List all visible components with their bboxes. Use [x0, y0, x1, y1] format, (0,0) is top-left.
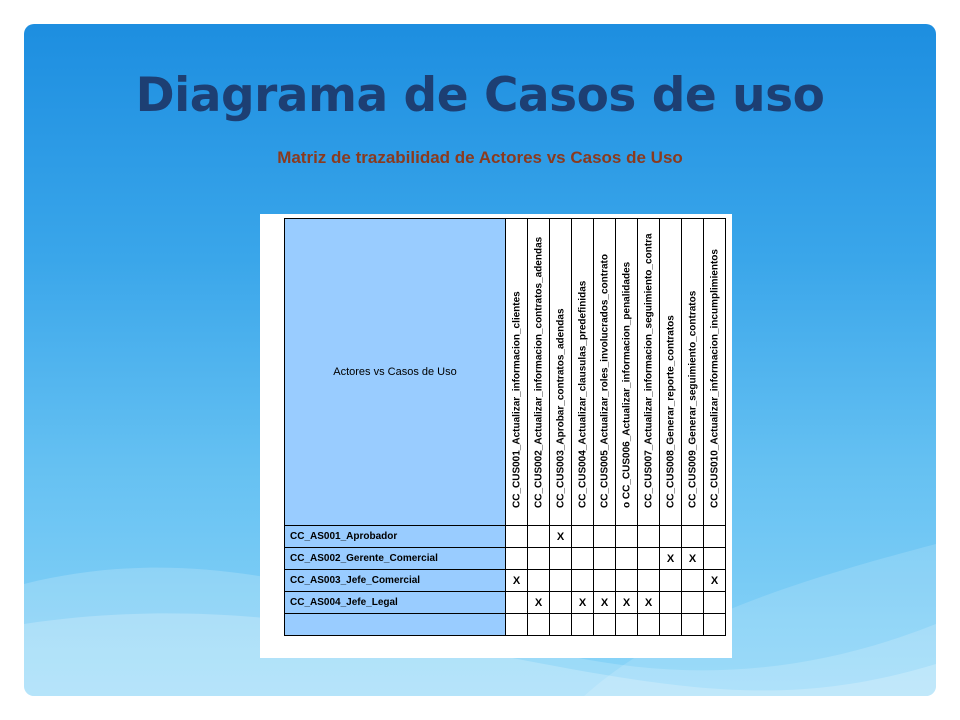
matrix-cell — [528, 614, 550, 636]
matrix-header-row — [285, 219, 726, 526]
actor-label: CC_AS003_Jefe_Comercial — [285, 570, 506, 592]
matrix-cell: X — [682, 548, 704, 570]
matrix-cell — [682, 614, 704, 636]
matrix-row — [285, 526, 726, 548]
matrix-cell — [550, 548, 572, 570]
use-case-header: CC_CUS002_Actualizar_informacion_contratos_adendas — [528, 219, 550, 526]
matrix-cell — [682, 526, 704, 548]
matrix-cell — [528, 548, 550, 570]
matrix-cell — [528, 526, 550, 548]
matrix-row — [285, 548, 726, 570]
matrix-cell — [660, 592, 682, 614]
matrix-corner-label: Actores vs Casos de Uso — [285, 219, 506, 526]
use-case-header: CC_CUS001_Actualizar_informacion_clientes — [506, 219, 528, 526]
matrix-row — [285, 570, 726, 592]
matrix-cell — [594, 526, 616, 548]
slide-title: Diagrama de Casos de uso — [135, 68, 825, 123]
matrix-cell — [572, 570, 594, 592]
matrix-cell — [638, 548, 660, 570]
matrix-cell — [704, 548, 726, 570]
matrix-cell — [550, 570, 572, 592]
use-case-header: CC_CUS007_Actualizar_informacion_seguimiento_contra — [638, 219, 660, 526]
matrix-cell — [616, 614, 638, 636]
matrix-cell: X — [550, 526, 572, 548]
matrix-cell — [616, 526, 638, 548]
matrix-cell — [660, 526, 682, 548]
matrix-cell: X — [572, 592, 594, 614]
use-case-header: CC_CUS004_Actualizar_clausulas_predefinidas — [572, 219, 594, 526]
actor-label: CC_AS002_Gerente_Comercial — [285, 548, 506, 570]
actor-label: CC_AS001_Aprobador — [285, 526, 506, 548]
matrix-cell — [572, 614, 594, 636]
matrix-cell — [594, 614, 616, 636]
matrix-cell — [616, 570, 638, 592]
matrix-cell — [638, 614, 660, 636]
matrix-cell — [506, 592, 528, 614]
matrix-cell: X — [616, 592, 638, 614]
matrix-row — [285, 614, 726, 636]
matrix-cell — [704, 592, 726, 614]
matrix-cell — [660, 570, 682, 592]
use-case-header: o CC_CUS006_Actualizar_informacion_penalidades — [616, 219, 638, 526]
matrix-cell — [550, 614, 572, 636]
matrix-cell — [506, 548, 528, 570]
traceability-matrix — [284, 218, 726, 636]
matrix-cell: X — [704, 570, 726, 592]
matrix-cell — [682, 592, 704, 614]
matrix-cell: X — [528, 592, 550, 614]
matrix-cell — [594, 570, 616, 592]
use-case-header: CC_CUS003_Aprobar_contratos_adendas — [550, 219, 572, 526]
matrix-body — [285, 526, 726, 636]
matrix-cell — [550, 592, 572, 614]
matrix-cell — [638, 570, 660, 592]
use-case-header: CC_CUS009_Generar_seguimiento_contratos — [682, 219, 704, 526]
traceability-matrix-image — [260, 214, 732, 658]
use-case-header: CC_CUS010_Actualizar_informacion_incumplimientos — [704, 219, 726, 526]
matrix-cell — [616, 548, 638, 570]
matrix-cell — [506, 526, 528, 548]
actor-label: CC_AS004_Jefe_Legal — [285, 592, 506, 614]
slide — [24, 24, 936, 696]
matrix-cell — [704, 526, 726, 548]
use-case-header: CC_CUS005_Actualizar_roles_involucrados_contrato — [594, 219, 616, 526]
matrix-cell — [660, 614, 682, 636]
matrix-cell — [572, 548, 594, 570]
matrix-cell: X — [660, 548, 682, 570]
matrix-cell — [704, 614, 726, 636]
matrix-cell — [572, 526, 594, 548]
matrix-cell: X — [594, 592, 616, 614]
matrix-cell — [682, 570, 704, 592]
matrix-cell: X — [638, 592, 660, 614]
matrix-cell — [506, 614, 528, 636]
matrix-row — [285, 592, 726, 614]
use-case-header: CC_CUS008_Generar_reporte_contratos — [660, 219, 682, 526]
matrix-cell — [594, 548, 616, 570]
matrix-cell — [638, 526, 660, 548]
matrix-cell — [528, 570, 550, 592]
slide-subtitle: Matriz de trazabilidad de Actores vs Casos de Uso — [277, 148, 683, 167]
actor-label — [285, 614, 506, 636]
matrix-cell: X — [506, 570, 528, 592]
